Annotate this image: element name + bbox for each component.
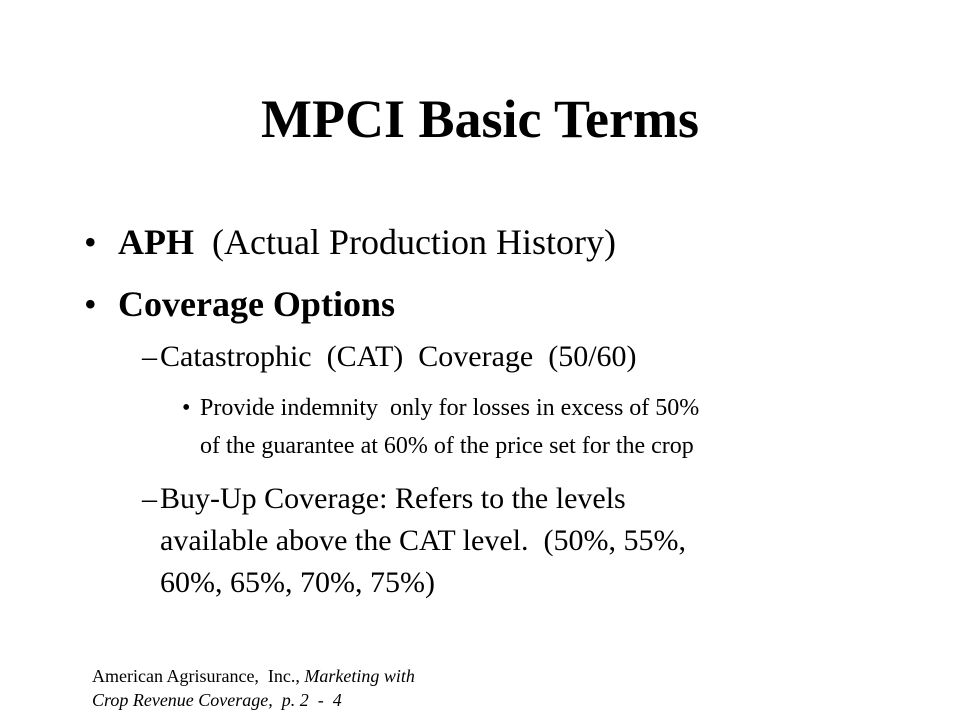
bullet-marker: •	[84, 284, 97, 324]
footer-line-1: American Agrisurance, Inc., Marketing with	[92, 666, 415, 686]
buy-up-line-1: Buy-Up Coverage: Refers to the levels	[160, 482, 626, 515]
bullet-aph-term: APH	[118, 222, 194, 262]
footer-citation	[92, 664, 415, 712]
bullet-marker: •	[182, 395, 191, 421]
indemnity-line-2: of the guarantee at 60% of the price set for the crop	[200, 433, 694, 459]
buy-up-line-2: available above the CAT level. (50%, 55%,	[160, 524, 686, 557]
bullet-marker: •	[84, 222, 97, 262]
bullet-coverage-options-label: Coverage Options	[118, 284, 395, 324]
dash-marker: –	[142, 482, 157, 515]
slide-title: MPCI Basic Terms	[261, 89, 699, 149]
dash-marker: –	[142, 340, 157, 373]
buy-up-line-3: 60%, 65%, 70%, 75%)	[160, 566, 435, 599]
sub-item-catastrophic-text: Catastrophic (CAT) Coverage (50/60)	[160, 340, 637, 373]
footer-line-2: Crop Revenue Coverage, p. 2 - 4	[92, 690, 342, 710]
indemnity-line-1: Provide indemnity only for losses in excess of 50%	[200, 395, 700, 421]
bullet-aph-definition: (Actual Production History)	[194, 222, 616, 262]
